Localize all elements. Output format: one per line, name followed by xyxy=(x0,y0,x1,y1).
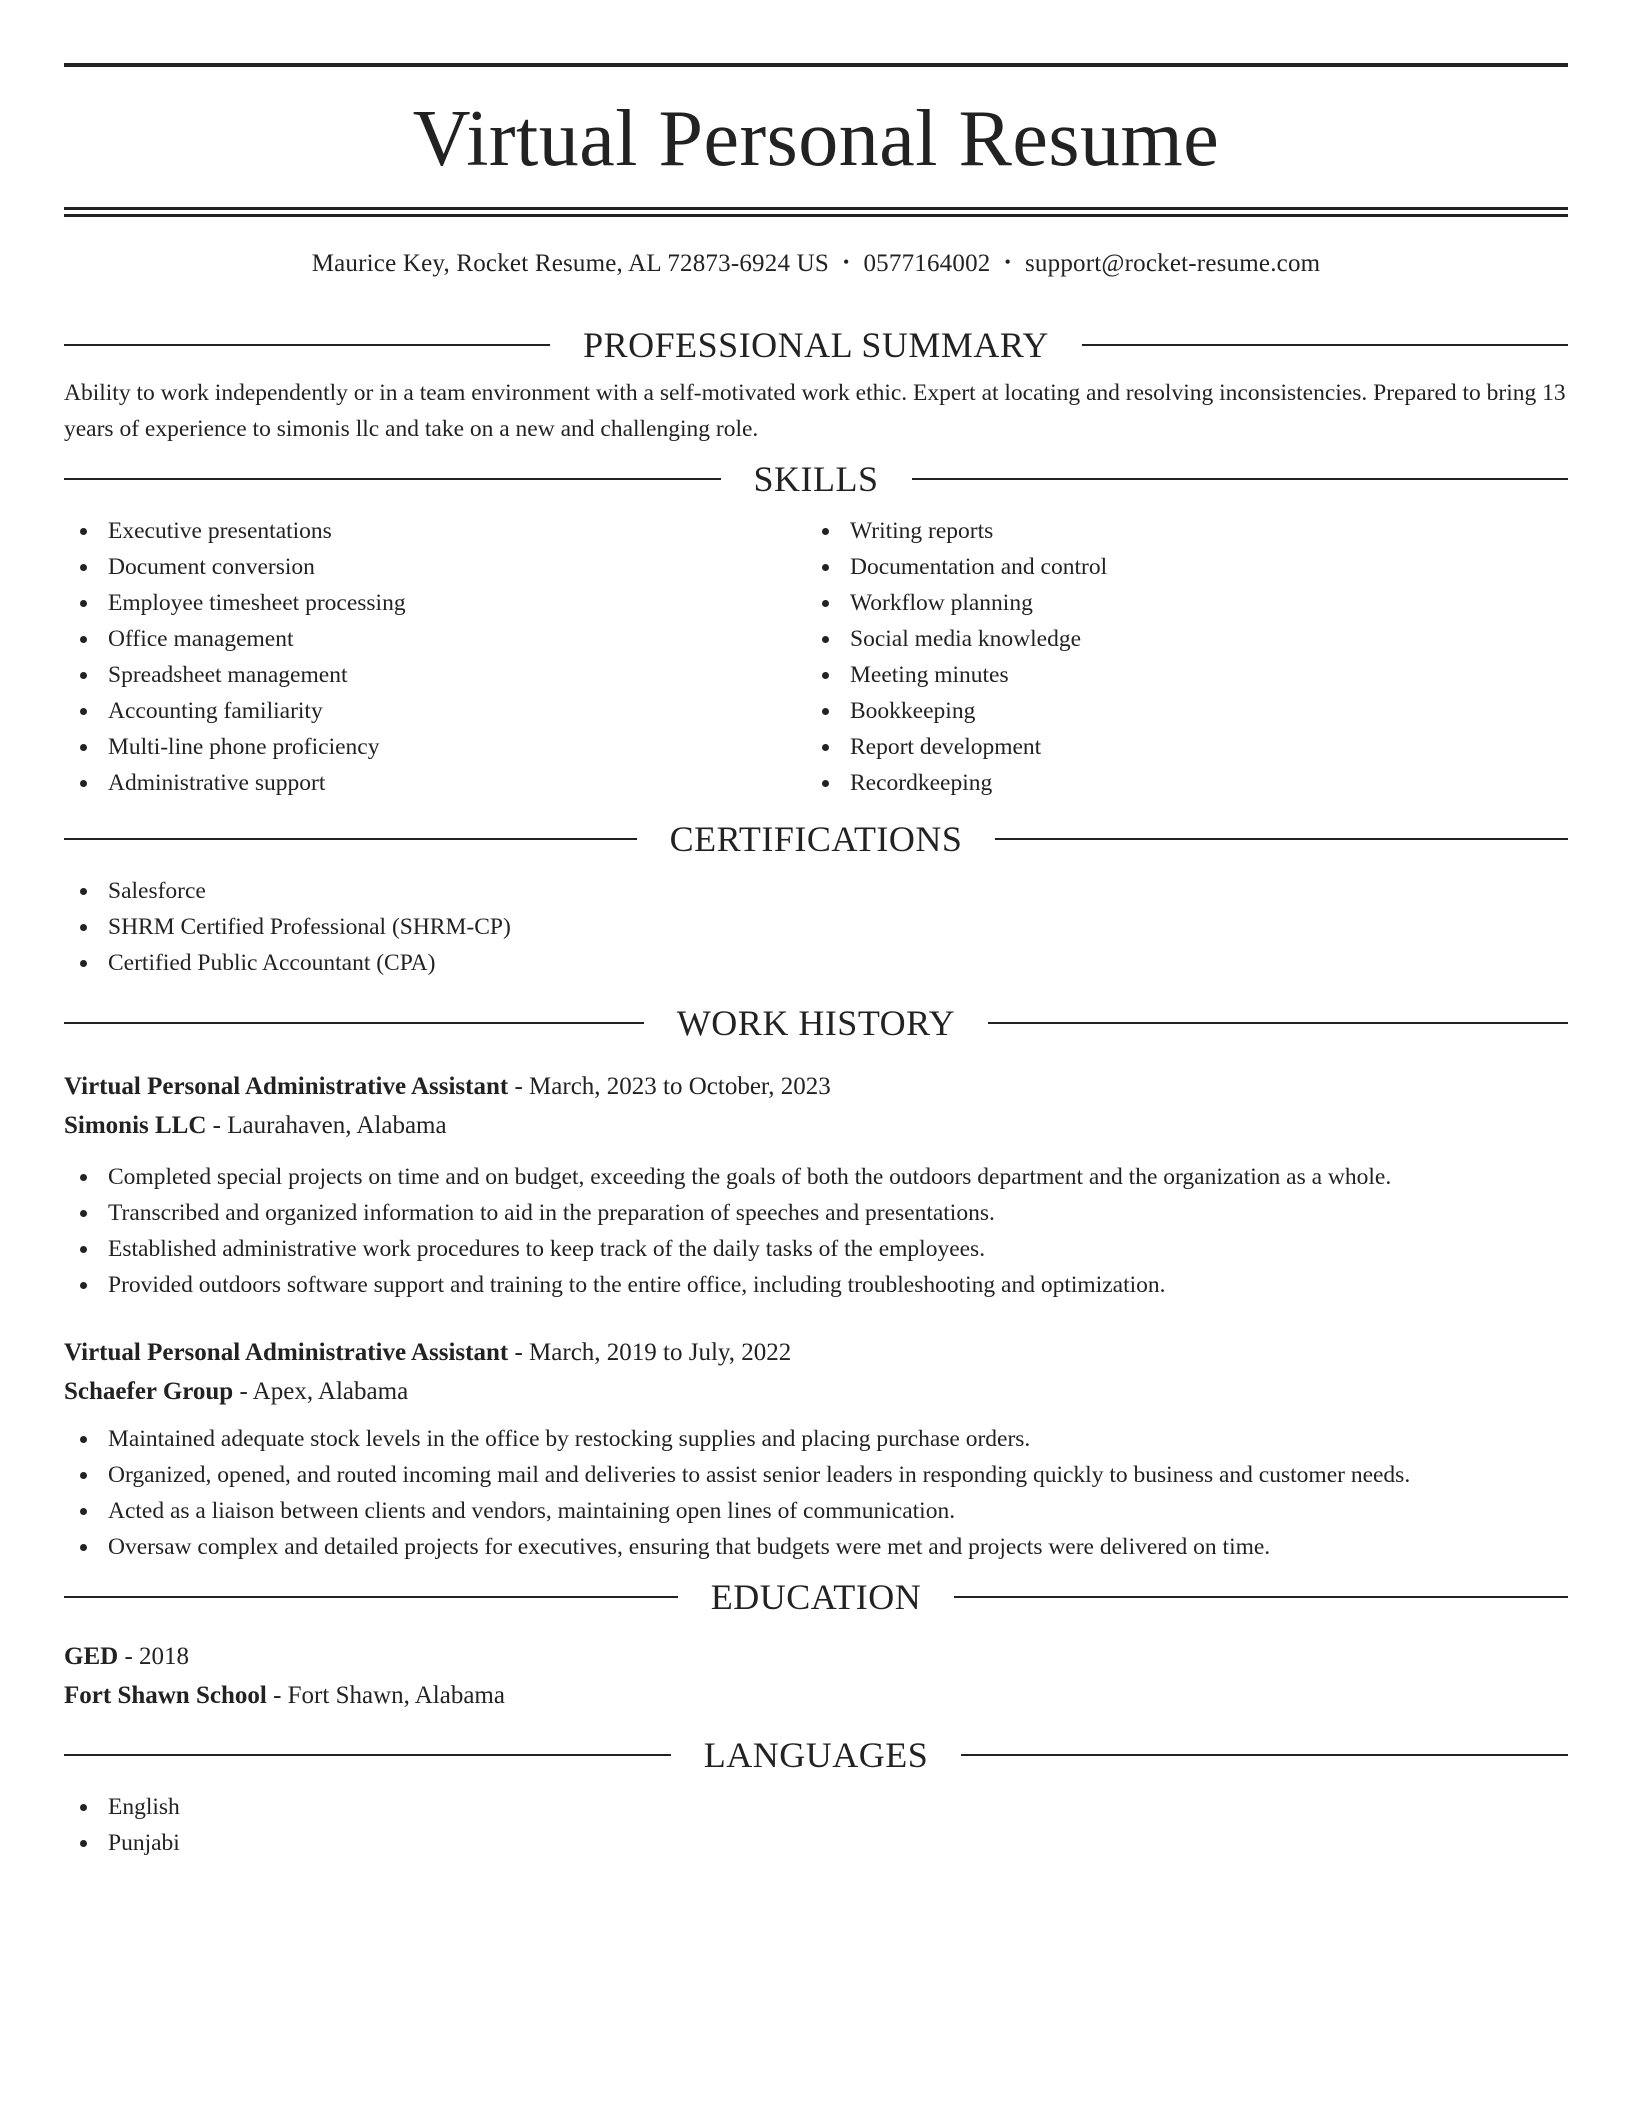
top-rule xyxy=(64,63,1568,67)
section-title: CERTIFICATIONS xyxy=(669,819,963,859)
skills-list-left xyxy=(64,513,806,801)
list-item: Multi-line phone proficiency xyxy=(64,729,806,765)
work-history-heading xyxy=(64,1003,1568,1043)
job-location: - Apex, Alabama xyxy=(239,1378,409,1405)
section-title: EDUCATION xyxy=(710,1577,922,1617)
skills-heading xyxy=(64,459,1568,499)
list-item: Documentation and control xyxy=(806,549,1548,585)
list-item: Social media knowledge xyxy=(806,621,1548,657)
education-school: Fort Shawn School xyxy=(64,1682,267,1709)
list-item: Bookkeeping xyxy=(806,693,1548,729)
list-item: Organized, opened, and routed incoming mail and deliveries to assist senior leaders in responding quickly to business and customer needs. xyxy=(64,1457,1568,1493)
education-entry xyxy=(64,1637,1568,1715)
job-company: Schaefer Group xyxy=(64,1378,234,1405)
list-item: Provided outdoors software support and training to the entire office, including troubleshooting and optimization. xyxy=(64,1267,1568,1303)
list-item: Report development xyxy=(806,729,1548,765)
skills-list-right xyxy=(806,513,1548,801)
heading-rule xyxy=(995,838,1568,840)
summary-text: Ability to work independently or in a team environment with a self-motivated work ethic. Expert at locating and resolving inconsistencies. Prepared to bring 13 years of experience to simonis llc and take on a new and challenging role. xyxy=(64,380,1566,442)
heading-rule xyxy=(64,1754,671,1756)
job-title: Virtual Personal Administrative Assistant xyxy=(64,1073,509,1100)
heading-rule xyxy=(64,1022,644,1024)
title-double-rule xyxy=(64,207,1568,217)
section-title: SKILLS xyxy=(753,459,879,499)
education-school-line xyxy=(64,1676,1568,1715)
heading-rule xyxy=(64,344,550,346)
section-title: PROFESSIONAL SUMMARY xyxy=(583,325,1049,365)
list-item: Meeting minutes xyxy=(806,657,1548,693)
list-item: Completed special projects on time and on budget, exceeding the goals of both the outdoors department and the organization as a whole. xyxy=(64,1159,1568,1195)
job-company: Simonis LLC xyxy=(64,1112,207,1139)
list-item: SHRM Certified Professional (SHRM-CP) xyxy=(64,909,1568,945)
job-title-line xyxy=(64,1067,1568,1106)
languages-list xyxy=(64,1789,1568,1861)
job-title: Virtual Personal Administrative Assistant xyxy=(64,1339,509,1366)
contact-line xyxy=(64,250,1568,284)
job-dates: - March, 2023 to October, 2023 xyxy=(514,1073,831,1100)
list-item: Oversaw complex and detailed projects for executives, ensuring that budgets were met and projects were delivered on time. xyxy=(64,1529,1568,1565)
job-company-line xyxy=(64,1372,1568,1411)
heading-rule xyxy=(912,478,1569,480)
section-title: LANGUAGES xyxy=(703,1735,929,1775)
job-bullets xyxy=(64,1159,1568,1303)
list-item: Administrative support xyxy=(64,765,806,801)
section-title: WORK HISTORY xyxy=(676,1003,956,1043)
list-item: Punjabi xyxy=(64,1825,1568,1861)
heading-rule xyxy=(64,478,721,480)
heading-rule xyxy=(1082,344,1568,346)
heading-rule xyxy=(988,1022,1568,1024)
list-item: Transcribed and organized information to aid in the preparation of speeches and presentations. xyxy=(64,1195,1568,1231)
job-title-line xyxy=(64,1333,1568,1372)
contact-address: Maurice Key, Rocket Resume, AL 72873-6924 US xyxy=(311,250,829,277)
education-degree-line xyxy=(64,1637,1568,1676)
job-entry xyxy=(64,1333,1568,1565)
skills-columns xyxy=(64,513,1568,801)
list-item: English xyxy=(64,1789,1568,1825)
list-item: Office management xyxy=(64,621,806,657)
heading-rule xyxy=(64,838,637,840)
resume-title: Virtual Personal Resume xyxy=(412,95,1220,183)
resume-page xyxy=(64,63,1568,1861)
heading-rule xyxy=(961,1754,1568,1756)
contact-email: support@rocket-resume.com xyxy=(1025,250,1321,277)
list-item: Workflow planning xyxy=(806,585,1548,621)
languages-heading xyxy=(64,1735,1568,1775)
education-year: - 2018 xyxy=(124,1643,190,1670)
list-item: Salesforce xyxy=(64,873,1568,909)
contact-separator: • xyxy=(1004,252,1011,272)
heading-rule xyxy=(954,1596,1568,1598)
list-item: Employee timesheet processing xyxy=(64,585,806,621)
list-item: Spreadsheet management xyxy=(64,657,806,693)
education-degree: GED xyxy=(64,1643,119,1670)
heading-rule xyxy=(64,1596,678,1598)
education-heading xyxy=(64,1577,1568,1617)
contact-phone: 0577164002 xyxy=(863,250,991,277)
list-item: Acted as a liaison between clients and vendors, maintaining open lines of communication. xyxy=(64,1493,1568,1529)
certifications-list xyxy=(64,873,1568,981)
list-item: Established administrative work procedures to keep track of the daily tasks of the employees. xyxy=(64,1231,1568,1267)
list-item: Maintained adequate stock levels in the office by restocking supplies and placing purchase orders. xyxy=(64,1421,1568,1457)
list-item: Accounting familiarity xyxy=(64,693,806,729)
job-location: - Laurahaven, Alabama xyxy=(212,1112,447,1139)
job-dates: - March, 2019 to July, 2022 xyxy=(514,1339,792,1366)
certifications-heading xyxy=(64,819,1568,859)
job-entry xyxy=(64,1067,1568,1303)
contact-separator: • xyxy=(842,252,850,272)
list-item: Writing reports xyxy=(806,513,1548,549)
job-company-line xyxy=(64,1106,1568,1145)
list-item: Recordkeeping xyxy=(806,765,1548,801)
job-bullets xyxy=(64,1421,1568,1565)
list-item: Certified Public Accountant (CPA) xyxy=(64,945,1568,981)
list-item: Document conversion xyxy=(64,549,806,585)
summary-heading xyxy=(64,325,1568,365)
education-location: - Fort Shawn, Alabama xyxy=(273,1682,505,1709)
list-item: Executive presentations xyxy=(64,513,806,549)
